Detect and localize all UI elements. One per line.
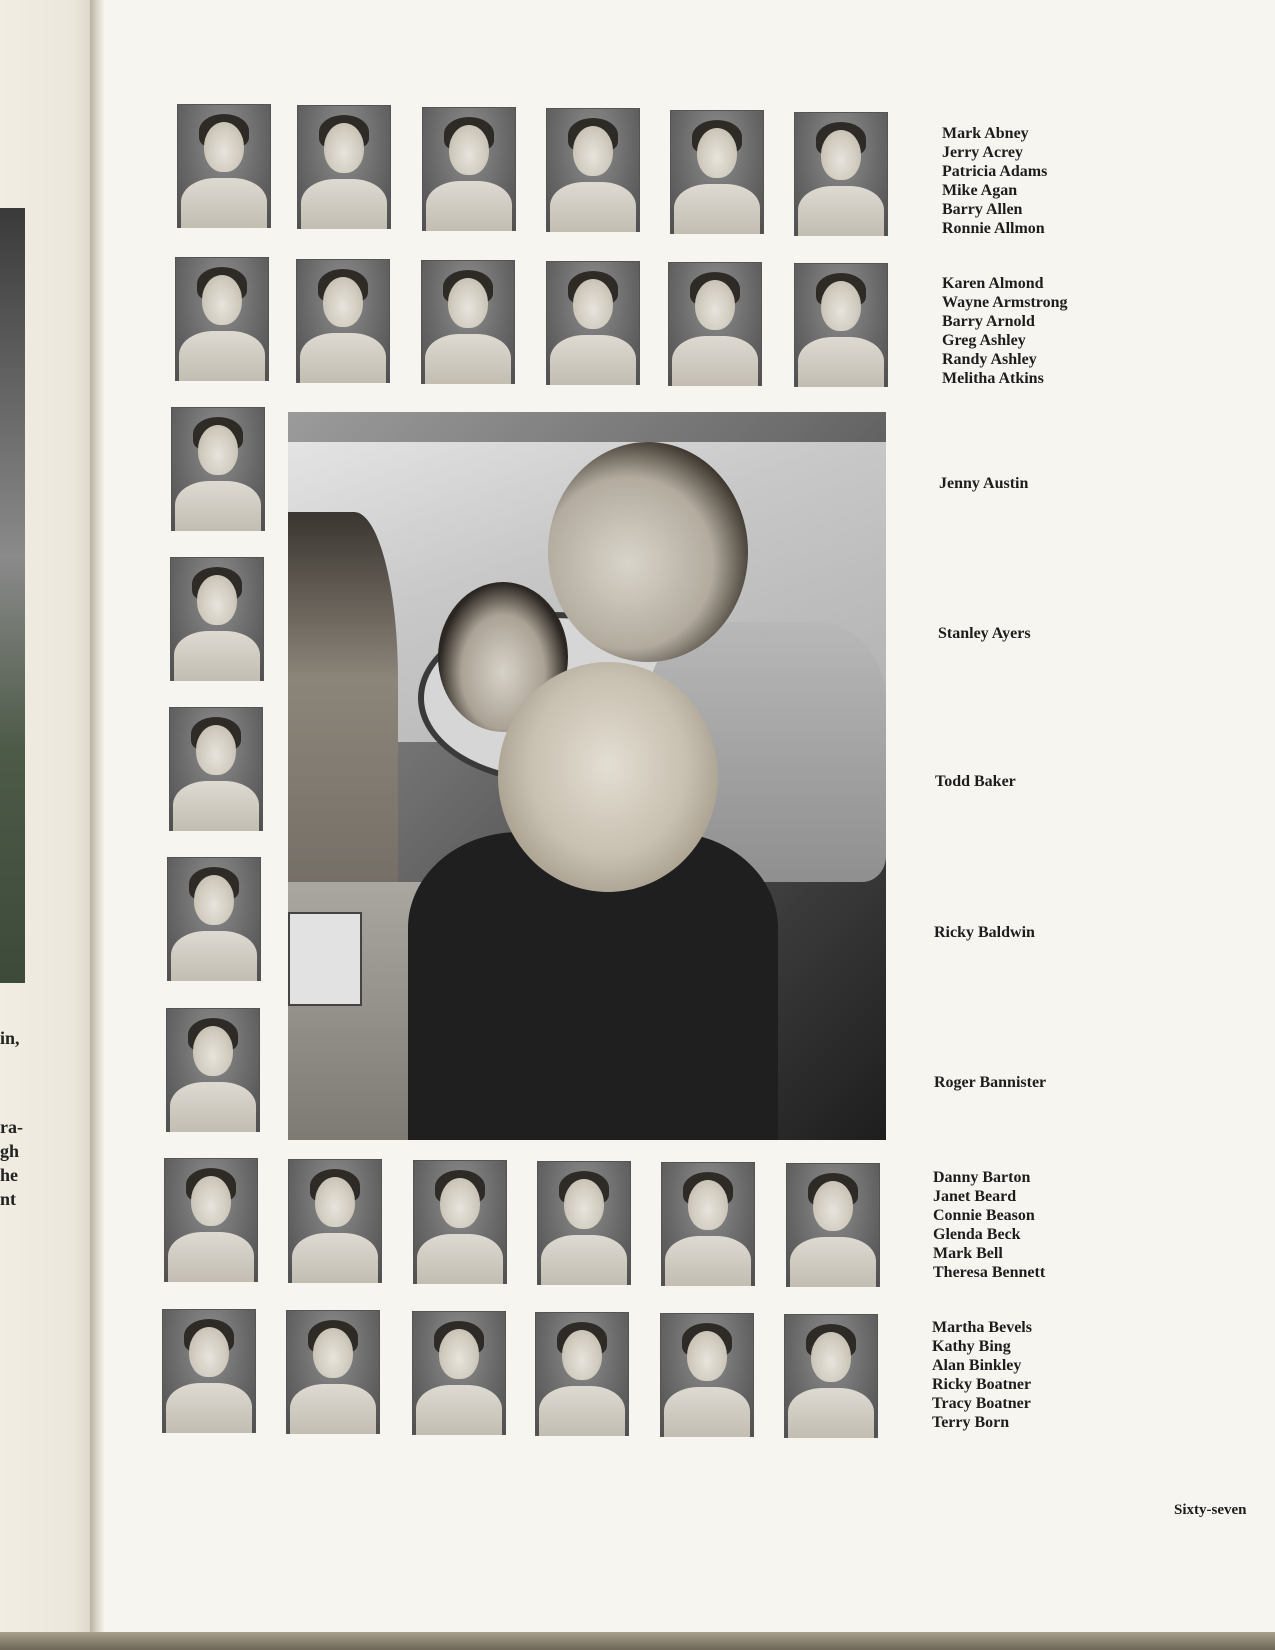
student-name: Danny Barton — [933, 1169, 1031, 1186]
portrait-photo — [546, 261, 640, 385]
student-name: Connie Beason — [933, 1207, 1035, 1224]
portrait-photo — [794, 112, 888, 236]
student-name: Mark Abney — [942, 125, 1029, 142]
portrait-photo — [169, 707, 263, 831]
student-name: Jenny Austin — [939, 475, 1029, 492]
portrait-photo — [166, 1008, 260, 1132]
facing-page-text-fragment: ra- — [0, 1117, 23, 1137]
portrait-photo — [175, 257, 269, 381]
student-name: Jerry Acrey — [942, 144, 1023, 161]
student-name: Stanley Ayers — [938, 625, 1031, 642]
student-name: Kathy Bing — [932, 1338, 1011, 1355]
portrait-photo — [537, 1161, 631, 1285]
portrait-photo — [170, 557, 264, 681]
student-name: Theresa Bennett — [933, 1264, 1046, 1281]
portrait-photo — [167, 857, 261, 981]
portrait-photo — [421, 260, 515, 384]
student-name: Glenda Beck — [933, 1226, 1021, 1243]
portrait-photo — [661, 1162, 755, 1286]
student-name: Alan Binkley — [932, 1357, 1022, 1374]
student-name: Mike Agan — [942, 182, 1018, 199]
portrait-photo — [171, 407, 265, 531]
student-name: Barry Allen — [942, 201, 1023, 218]
facing-page-text-fragment: nt — [0, 1189, 17, 1209]
student-name: Ricky Boatner — [932, 1376, 1032, 1393]
student-name: Karen Almond — [942, 275, 1044, 292]
facing-page — [0, 0, 92, 1650]
student-name: Patricia Adams — [942, 163, 1048, 180]
page-number: Sixty-seven — [1174, 1502, 1247, 1518]
portrait-photo — [422, 107, 516, 231]
facing-page-text-fragment: in, — [0, 1028, 20, 1048]
portrait-photo — [535, 1312, 629, 1436]
portrait-photo — [660, 1313, 754, 1437]
student-name: Melitha Atkins — [942, 370, 1044, 387]
portrait-photo — [164, 1158, 258, 1282]
student-name: Ronnie Allmon — [942, 220, 1045, 237]
portrait-photo — [413, 1160, 507, 1284]
facing-page-text-fragment: gh — [0, 1141, 20, 1161]
portrait-photo — [786, 1163, 880, 1287]
candid-cafeteria-photo — [288, 412, 886, 1140]
student-name: Todd Baker — [935, 773, 1016, 790]
portrait-photo — [412, 1311, 506, 1435]
name-list-row-3 — [933, 1168, 1045, 1282]
student-name: Greg Ashley — [942, 332, 1026, 349]
student-name: Terry Born — [932, 1414, 1010, 1431]
name-list-row-4 — [932, 1318, 1032, 1432]
portrait-photo — [546, 108, 640, 232]
student-name: Barry Arnold — [942, 313, 1035, 330]
portrait-photo — [670, 110, 764, 234]
portrait-photo — [286, 1310, 380, 1434]
student-name: Mark Bell — [933, 1245, 1003, 1262]
book-bottom-edge — [0, 1632, 1275, 1650]
student-name: Ricky Baldwin — [934, 924, 1035, 941]
portrait-photo — [177, 104, 271, 228]
portrait-photo — [297, 105, 391, 229]
student-name: Wayne Armstrong — [942, 294, 1068, 311]
portrait-photo — [296, 259, 390, 383]
facing-page-photo-edge — [0, 208, 25, 983]
name-list-row-2 — [942, 274, 1067, 388]
name-list-row-1 — [942, 124, 1047, 238]
student-name: Randy Ashley — [942, 351, 1037, 368]
facing-page-text-fragment: he — [0, 1165, 18, 1185]
student-name: Roger Bannister — [934, 1074, 1047, 1091]
portrait-photo — [288, 1159, 382, 1283]
portrait-photo — [784, 1314, 878, 1438]
portrait-photo — [668, 262, 762, 386]
student-name: Tracy Boatner — [932, 1395, 1031, 1412]
student-name: Martha Bevels — [932, 1319, 1032, 1336]
portrait-photo — [162, 1309, 256, 1433]
portrait-photo — [794, 263, 888, 387]
student-name: Janet Beard — [933, 1188, 1017, 1205]
book-gutter — [90, 0, 104, 1650]
